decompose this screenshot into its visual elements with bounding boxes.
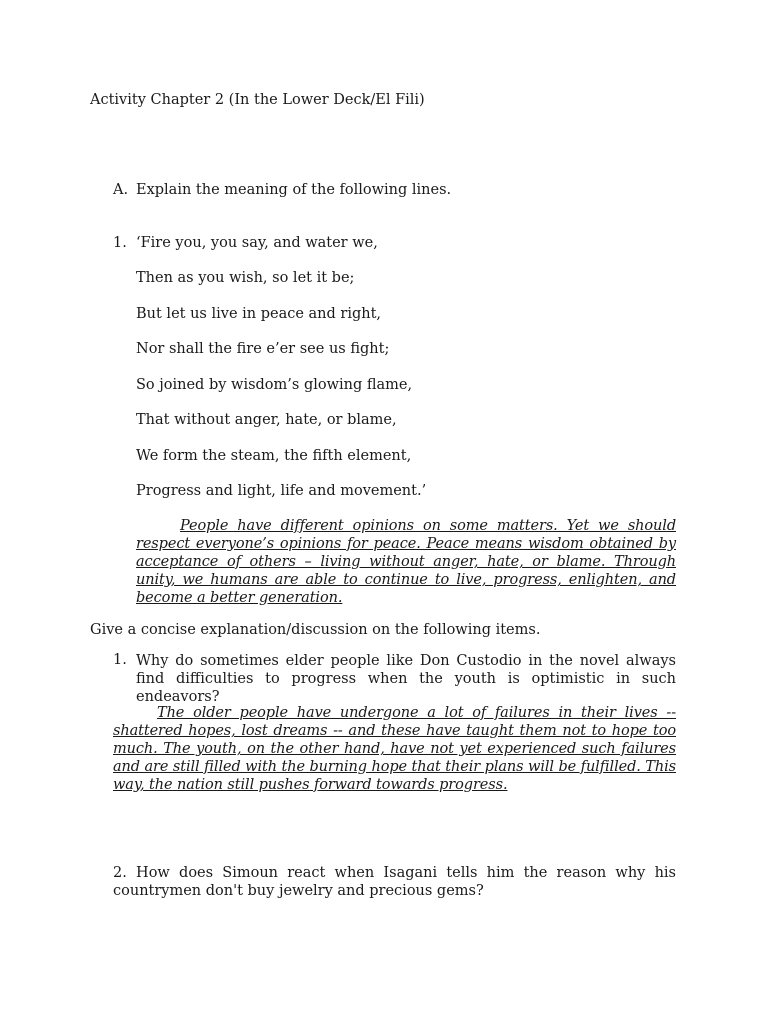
page-title: Activity Chapter 2 (In the Lower Deck/El Fili) — [90, 92, 425, 108]
item2-marker: 1. — [113, 652, 127, 668]
poem-line: But let us live in peace and right, — [136, 306, 382, 322]
poem-line: ‘Fire you, you say, and water we, — [136, 235, 378, 251]
item1-answer: People have different opinions on some matters. Yet we should respect everyone’s opinions for peace. Peace means wisdom obtained by acceptance of others – living without anger, hate, or blame. Through unity, we humans are able to continue to live, progress, enlighten, and become a better generation. — [136, 518, 676, 606]
poem-line: So joined by wisdom’s glowing flame, — [136, 377, 413, 393]
poem-line: We form the steam, the fifth element, — [136, 448, 412, 464]
item3-question: 2. How does Simoun react when Isagani tells him the reason why his countrymen don't buy jewelry and precious gems? — [113, 865, 676, 899]
item2-question: Why do sometimes elder people like Don Custodio in the novel always find difficulties to progress when the youth is optimistic in such endeavors? — [136, 653, 676, 705]
poem-line: Progress and light, life and movement.’ — [136, 483, 427, 499]
section-a-marker: A. — [113, 182, 129, 198]
poem-line: That without anger, hate, or blame, — [136, 412, 397, 428]
item2-answer: The older people have undergone a lot of failures in their lives -- shattered hopes, lost dreams -- and these have taught them not to hope too much. The youth, on the other hand, have not yet experienced such failures and are still filled with the burning hope that their plans will be fulfilled. This way, the nation still pushes forward towards progress. — [113, 705, 676, 793]
poem-line: Nor shall the fire e’er see us fight; — [136, 341, 390, 357]
section-b-instruction: Give a concise explanation/discussion on the following items. — [90, 622, 541, 638]
poem-line: Then as you wish, so let it be; — [136, 270, 355, 286]
section-a-instruction: Explain the meaning of the following lines. — [136, 182, 452, 198]
item1-marker: 1. — [113, 235, 127, 251]
